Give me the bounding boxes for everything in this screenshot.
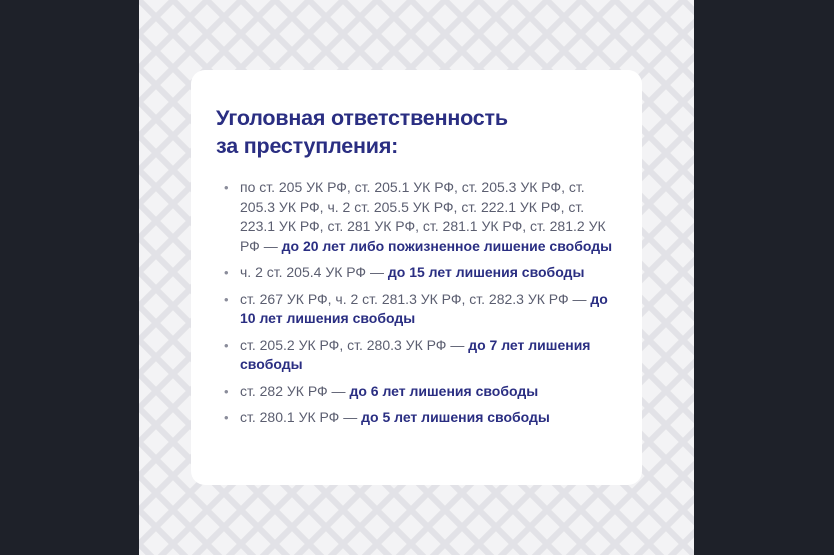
item-penalty: до 10 лет лишения свободы xyxy=(240,290,608,326)
item-text: ст. 280.1 УК РФ — xyxy=(240,409,362,425)
list-item xyxy=(216,336,618,375)
content-panel xyxy=(139,0,694,555)
item-penalty: до 5 лет лишения свободы xyxy=(361,409,550,425)
item-penalty: до 20 лет либо пожизненное лишение свободы xyxy=(281,237,613,254)
bullet-icon: • xyxy=(224,383,229,399)
penalty-list xyxy=(216,178,618,428)
bullet-icon: • xyxy=(224,265,229,280)
list-item xyxy=(216,263,618,283)
item-penalty: до 15 лет лишения свободы xyxy=(387,264,585,280)
bullet-icon: • xyxy=(224,180,229,195)
item-text: ст. 282 УК РФ — xyxy=(240,382,350,399)
bullet-icon: • xyxy=(224,291,229,307)
list-item xyxy=(216,408,618,428)
bullet-icon: • xyxy=(224,410,229,425)
item-text: по ст. 205 УК РФ, ст. 205.1 УК РФ, ст. 205.3 УК РФ, ст. 205.3 УК РФ, ч. 2 ст. 205.5 УК РФ, ст. 222.1 УК РФ, ст. 223.1 УК РФ, ст. 281 УК РФ, ст. 281.1 УК РФ, ст. 281.2 УК РФ — xyxy=(240,179,606,254)
card-title xyxy=(216,104,618,160)
item-text: ст. 205.2 УК РФ, ст. 280.3 УК РФ — xyxy=(240,336,469,353)
card-title-line2: за преступления: xyxy=(216,134,399,158)
item-penalty: до 7 лет лишения свободы xyxy=(240,336,591,372)
item-penalty: до 6 лет лишения свободы xyxy=(349,382,539,399)
bullet-icon: • xyxy=(224,337,229,353)
list-item xyxy=(216,290,618,329)
card-title-line1: Уголовная ответственность xyxy=(216,106,508,130)
list-item xyxy=(216,382,618,402)
info-card xyxy=(191,70,642,485)
item-text: ч. 2 ст. 205.4 УК РФ — xyxy=(240,264,388,280)
list-item xyxy=(216,178,618,256)
item-text: ст. 267 УК РФ, ч. 2 ст. 281.3 УК РФ, ст. 282.3 УК РФ — xyxy=(240,290,591,307)
